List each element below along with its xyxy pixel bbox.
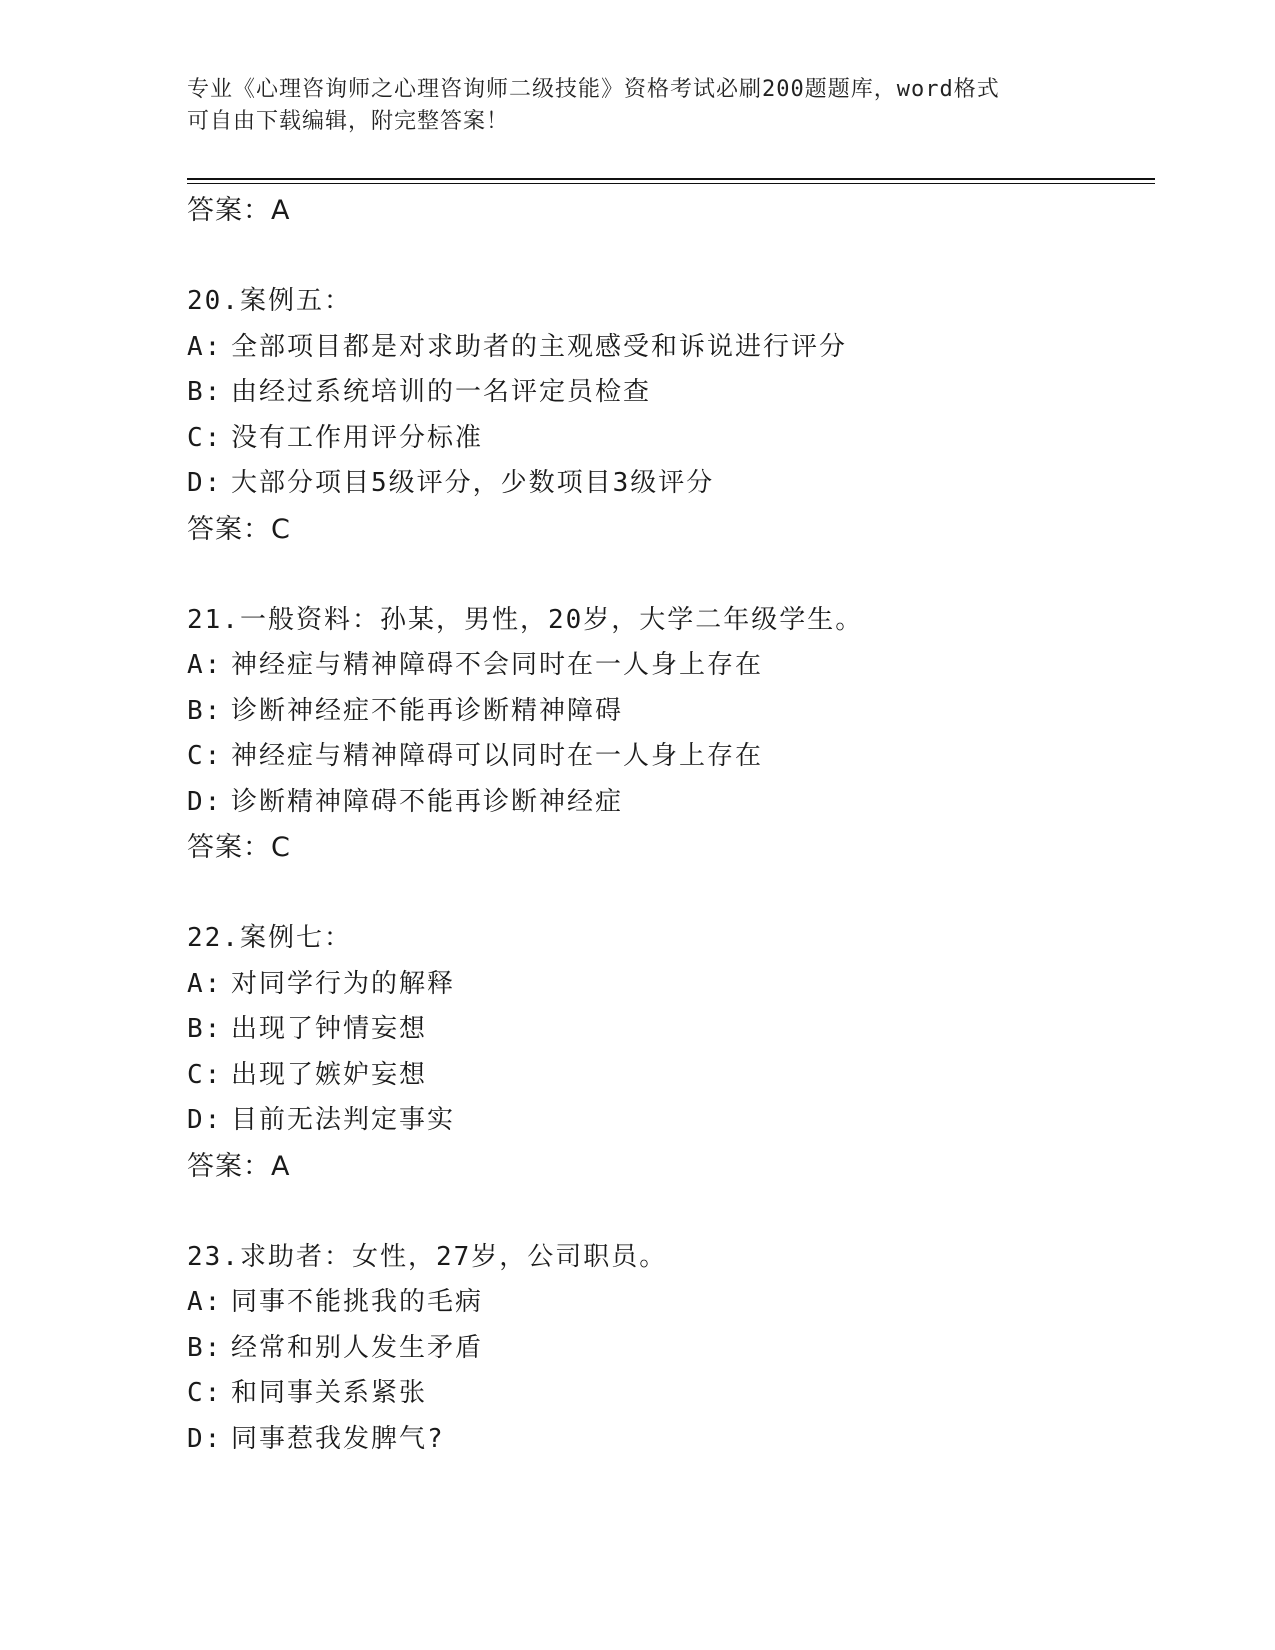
option-text: 目前无法判定事实 [231, 1105, 456, 1135]
option-key: B: [187, 1332, 223, 1363]
question-stem: 22.案例七： [187, 923, 352, 953]
option-key: B: [187, 1014, 223, 1044]
option-text: 没有工作用评分标准 [231, 422, 484, 453]
option-text: 对同学行为的解释 [231, 968, 456, 999]
question-stem: 20.案例五： [187, 286, 352, 316]
question-stem: 23.求助者：女性，27岁，公司职员。 [187, 1241, 668, 1272]
option-key: C: [187, 741, 223, 771]
option-d [187, 461, 1147, 507]
option-text: 诊断精神障碍不能再诊断神经症 [231, 786, 624, 817]
answer-line: 答案：C [187, 513, 291, 545]
spacer [187, 1189, 1147, 1235]
option-b [187, 1326, 1147, 1372]
option-key: D: [187, 786, 223, 817]
option-a [187, 325, 1147, 371]
option-text: 全部项目都是对求助者的主观感受和诉说进行评分 [231, 331, 848, 362]
spacer [187, 234, 1147, 280]
answer-line: 答案：C [187, 832, 291, 863]
header-line-1: 专业《心理咨询师之心理咨询师二级技能》资格考试必刷200题题库，word格式 [187, 77, 1000, 102]
question-stem: 21.一般资料：孙某，男性，20岁，大学二年级学生。 [187, 604, 864, 635]
option-d [187, 1098, 1147, 1144]
answer-line: 答案：A [187, 1150, 291, 1182]
option-d [187, 780, 1147, 826]
header-line-2: 可自由下载编辑，附完整答案！ [187, 109, 510, 134]
document-header [187, 74, 1087, 138]
option-text: 同事不能挑我的毛病 [231, 1287, 484, 1317]
option-text: 大部分项目5级评分，少数项目3级评分 [231, 468, 715, 498]
option-text: 同事惹我发脾气? [231, 1423, 445, 1454]
option-key: A: [187, 331, 223, 362]
option-key: D: [187, 1105, 223, 1135]
option-c [187, 734, 1147, 780]
option-text: 由经过系统培训的一名评定员检查 [231, 377, 652, 407]
option-key: A: [187, 1287, 223, 1317]
option-text: 诊断神经症不能再诊断精神障碍 [231, 695, 624, 726]
option-key: D: [187, 1423, 223, 1454]
spacer [187, 871, 1147, 917]
option-text: 出现了嫉妒妄想 [231, 1059, 428, 1090]
option-key: B: [187, 695, 223, 726]
option-a [187, 1280, 1147, 1326]
option-b [187, 1007, 1147, 1053]
option-key: A: [187, 650, 223, 680]
option-key: A: [187, 968, 223, 999]
option-c [187, 1371, 1147, 1417]
option-key: D: [187, 468, 223, 498]
option-text: 神经症与精神障碍可以同时在一人身上存在 [231, 741, 764, 771]
option-key: C: [187, 422, 223, 453]
option-b [187, 689, 1147, 735]
option-text: 和同事关系紧张 [231, 1378, 428, 1408]
option-d [187, 1417, 1147, 1463]
option-c [187, 1053, 1147, 1099]
option-key: C: [187, 1378, 223, 1408]
option-key: C: [187, 1059, 223, 1090]
option-b [187, 370, 1147, 416]
header-divider [187, 178, 1155, 180]
option-key: B: [187, 377, 223, 407]
question-list [187, 188, 1147, 1462]
spacer [187, 552, 1147, 598]
header-divider-thin [187, 183, 1155, 184]
option-text: 神经症与精神障碍不会同时在一人身上存在 [231, 650, 764, 680]
option-text: 出现了钟情妄想 [231, 1014, 428, 1044]
option-c [187, 416, 1147, 462]
answer-line: 答案：A [187, 195, 291, 226]
option-text: 经常和别人发生矛盾 [231, 1332, 484, 1363]
option-a [187, 643, 1147, 689]
option-a [187, 962, 1147, 1008]
